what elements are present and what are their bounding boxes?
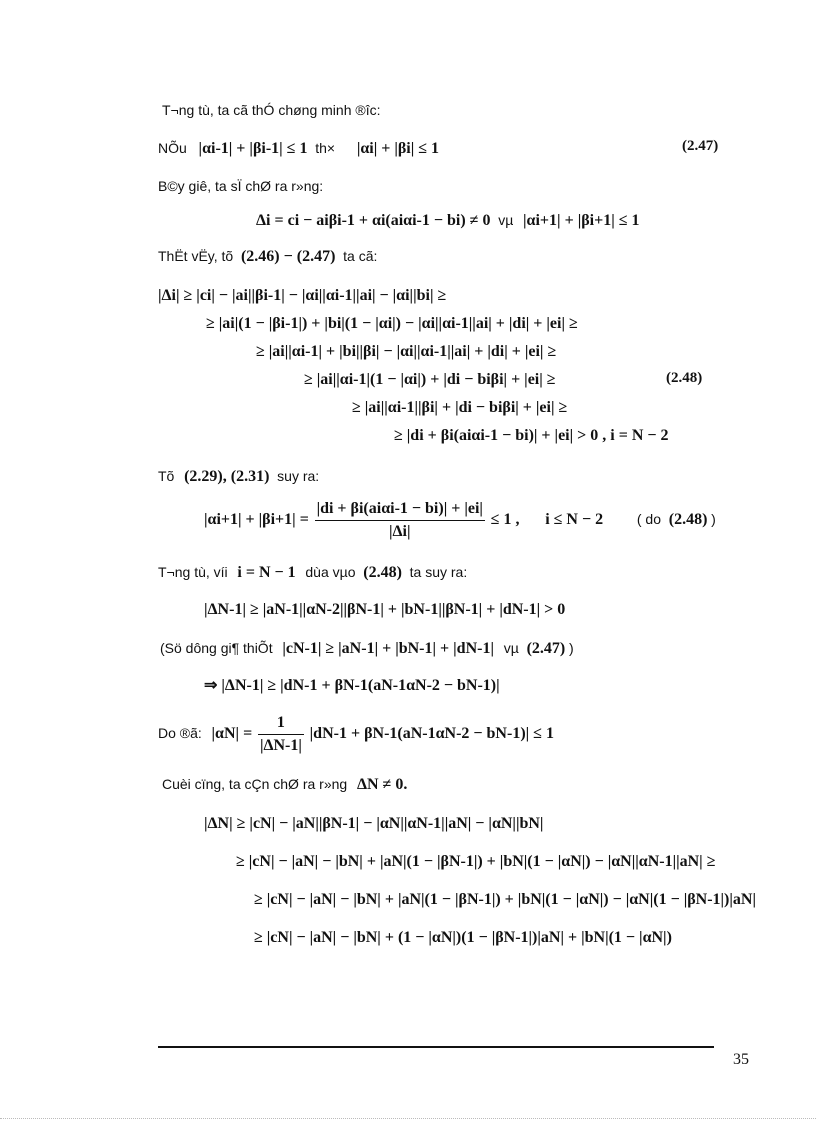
text-span: Do ®ã: [158,724,202,741]
text-span: T¬ng tù, ta cã thÓ chøng minh ®îc: [162,102,381,118]
text-span: Cuèi cïng, ta cÇn chØ ra r»ng [162,776,348,792]
display-formula: ≥ |cN| − |aN| − |bN| + |aN|(1 − |βN-1|) + |bN|(1 − |αN|) − |αN|(1 − |βN-1|)|aN| [254,891,756,908]
fraction-numerator: 1 [258,712,304,735]
inline-formula: |αi+1| + |βi+1| = [204,510,309,528]
text-line [162,774,407,795]
text-span: ta suy ra: [409,564,468,580]
text-span: ta cã: [343,248,378,264]
text-line [158,246,377,267]
text-span: suy ra: [277,468,320,484]
display-formula: |Δi| ≥ |ci| − |ai||βi-1| − |αi||αi-1||ai| − |αi||bi| ≥ [158,287,447,304]
text-span: ( do [636,510,661,527]
text-span: th× [315,140,336,156]
text-line [160,638,574,659]
footer-rule [158,1046,714,1048]
fraction-numerator: |di + βi(aiαi-1 − bi)| + |ei| [315,498,485,521]
display-formula: ≥ |di + βi(aiαi-1 − bi)| + |ei| > 0 , i = N − 2 [394,427,669,444]
equation-line [158,138,439,159]
page-number: 35 [733,1051,749,1068]
equation-line [256,210,640,231]
display-formula: ≥ |ai||αi-1| + |bi||βi| − |αi||αi-1||ai| + |di| + |ei| ≥ [256,343,557,360]
text-span: (Sö dông gi¶ thiÕt [160,640,273,656]
display-formula: ≥ |ai||αi-1||βi| + |di − biβi| + |ei| ≥ [352,399,568,416]
text-line [158,176,323,196]
display-formula: ≥ |cN| − |aN| − |bN| + |aN|(1 − |βN-1|) + |bN|(1 − |αN|) − |αN||αN-1||aN| ≥ [236,853,716,870]
inline-formula: |dN-1 + βN-1(aN-1αN-2 − bN-1)| ≤ 1 [309,724,554,742]
display-formula: ≥ |ai||αi-1|(1 − |αi|) + |di − biβi| + |ei| ≥ [304,371,556,388]
display-formula: |ΔN-1| ≥ |aN-1||αN-2||βN-1| + |bN-1||βN-1| + |dN-1| > 0 [204,601,566,618]
text-span: T¬ng tù, víi [158,564,228,580]
display-formula: Δi = ci − aiβi-1 + αi(aiαi-1 − bi) ≠ 0 [256,212,491,229]
text-span: NÕu [158,140,187,156]
inline-formula: ≤ 1 , [490,510,520,528]
fraction-denominator: |ΔN-1| [259,737,302,754]
inline-formula: |αN| = [211,724,253,742]
equation-number: (2.47) [682,138,719,154]
equation-line [158,712,554,757]
inline-formula: i = N − 1 [237,564,296,581]
text-line [162,100,380,120]
inline-formula: |αi-1| + |βi-1| ≤ 1 [198,140,308,157]
fraction [315,498,485,543]
equation-reference: (2.48) [668,510,708,528]
equation-line [204,498,716,543]
text-span: ) [568,640,574,656]
equation-reference: (2.48) [363,564,402,581]
display-formula: |ΔN| ≥ |cN| − |aN||βN-1| − |αN||αN-1||aN| − |αN||bN| [204,815,544,832]
text-span: Tõ [158,468,175,484]
fraction-denominator: |Δi| [388,523,411,540]
display-formula: ⇒ |ΔN-1| ≥ |dN-1 + βN-1(aN-1αN-2 − bN-1)| [204,677,500,694]
text-span: vµ [498,212,514,228]
equation-reference: (2.47) [526,640,566,657]
equation-reference: (2.29), (2.31) [184,468,270,485]
inline-formula: |cN-1| ≥ |aN-1| + |bN-1| + |dN-1| [282,640,494,657]
text-line [158,466,319,487]
text-span: dùa vµo [305,564,356,580]
display-formula: ≥ |ai|(1 − |βi-1|) + |bi|(1 − |αi|) − |αi||αi-1||ai| + |di| + |ei| ≥ [206,315,578,332]
fraction [258,712,304,757]
text-span: ) [711,510,716,527]
text-line [158,562,467,583]
text-span: vµ [503,640,519,656]
text-span: ThËt vËy, tõ [158,248,234,264]
inline-formula: i ≤ N − 2 [545,510,604,528]
equation-number: (2.48) [666,370,703,386]
page-edge-divider [0,1118,816,1119]
text-span: B©y giê, ta sÏ chØ ra r»ng: [158,178,324,194]
inline-formula: ΔN ≠ 0. [356,776,408,793]
display-formula: ≥ |cN| − |aN| − |bN| + (1 − |αN|)(1 − |βN-1|)|aN| + |bN|(1 − |αN|) [254,929,672,946]
inline-formula: |αi| + |βi| ≤ 1 [356,140,440,157]
inline-formula: |αi+1| + |βi+1| ≤ 1 [523,212,640,229]
equation-reference: (2.46) − (2.47) [240,248,336,265]
